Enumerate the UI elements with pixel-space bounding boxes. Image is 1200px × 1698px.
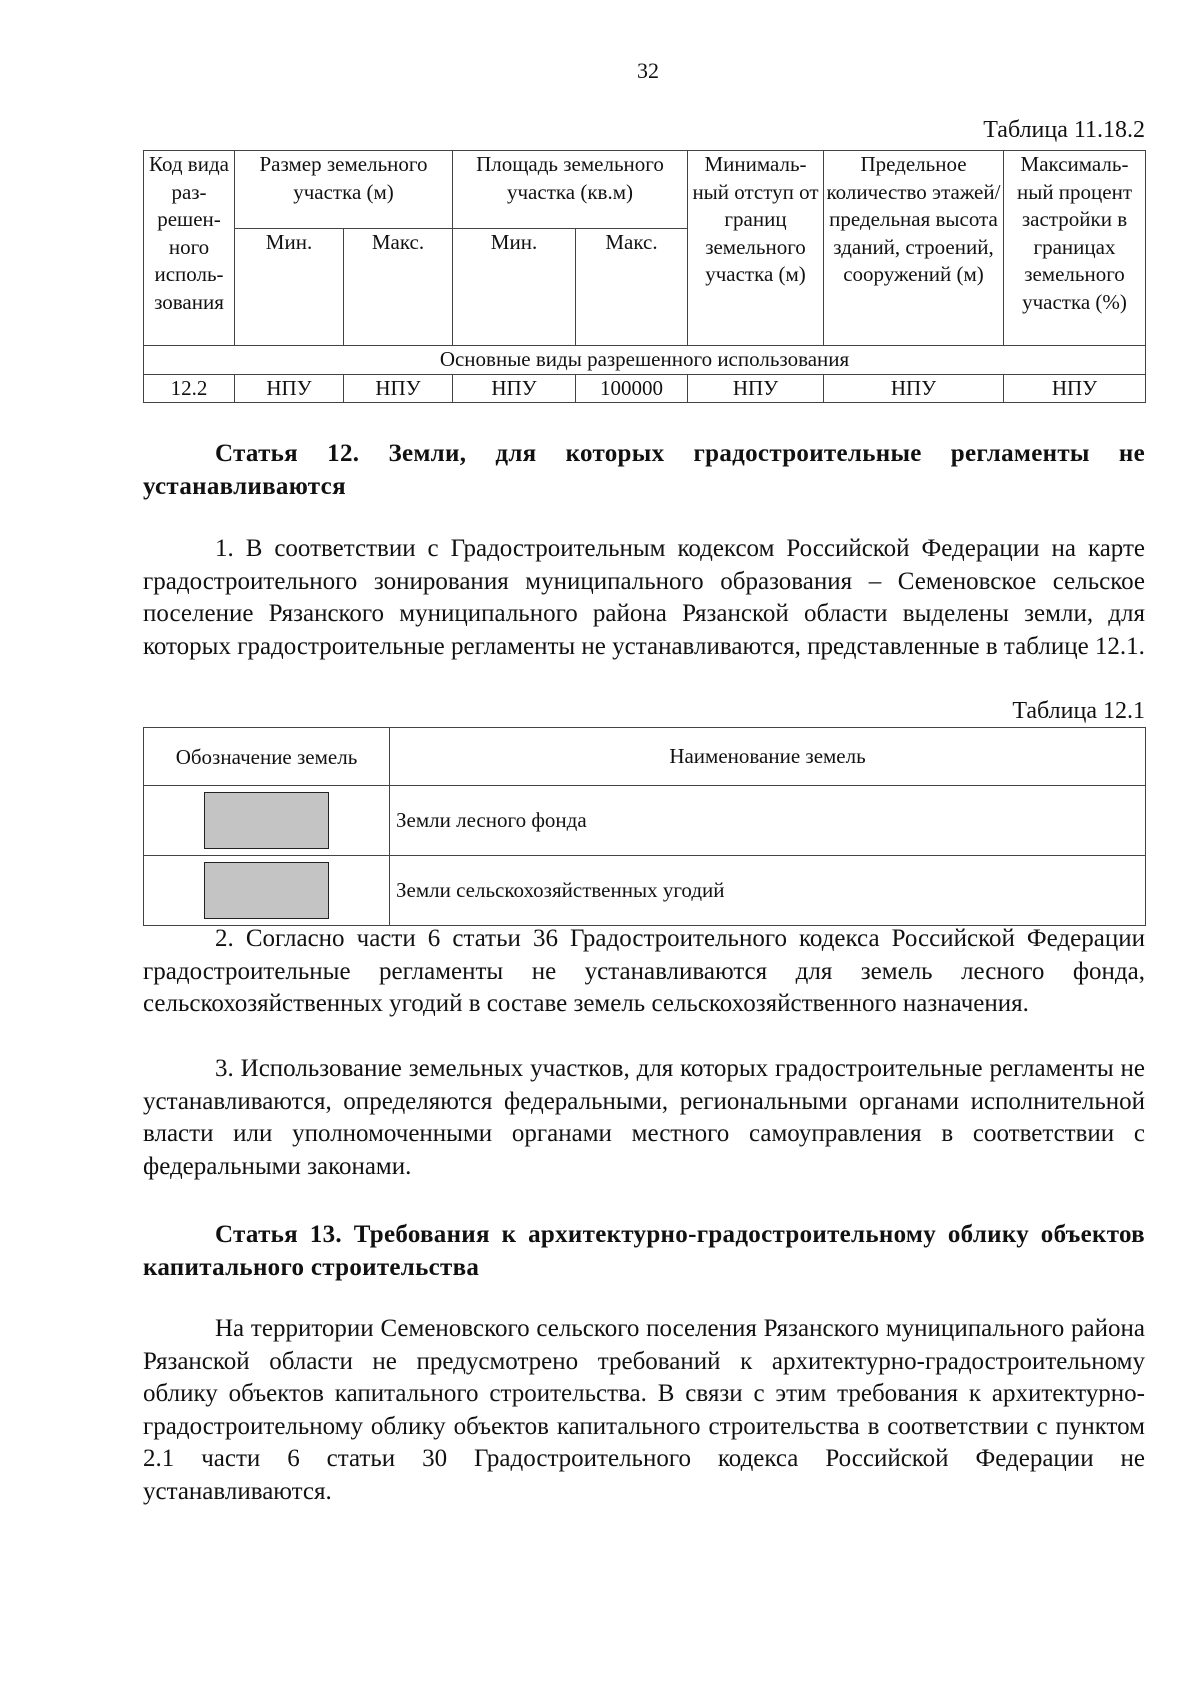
cell-area-min: НПУ (453, 374, 576, 403)
table-12-1 (143, 727, 1146, 926)
header-area-max: Макс. (576, 229, 688, 346)
article-12-paragraph-3: 3. Использование земельных участков, для которых градостроительные регламенты не устанавливаются, определяются федеральными, региональными органами исполнительной власти или уполномоченными органами местного самоуправления в соответствии с федеральными законами. (143, 1055, 1145, 1180)
cell-size-min: НПУ (235, 374, 344, 403)
table-11-18-2-caption: Таблица 11.18.2 (983, 117, 1145, 143)
header-coverage: Максималь-ный процент застройки в границах земельного участка (%) (1004, 151, 1146, 346)
land-name: Земли сельскохозяйственных угодий (390, 856, 1146, 926)
table-12-1-caption: Таблица 12.1 (1012, 698, 1145, 724)
header-floors: Предельное количество этажей/ предельная высота зданий, строений, сооружений (м) (824, 151, 1004, 346)
header-size: Размер земельного участка (м) (235, 151, 453, 229)
agricultural-land-swatch (204, 862, 329, 919)
header-size-min: Мин. (235, 229, 344, 346)
cell-code: 12.2 (144, 374, 235, 403)
cell-offset: НПУ (688, 374, 824, 403)
table-row (144, 856, 1146, 926)
header-area-min: Мин. (453, 229, 576, 346)
article-13-paragraph-1: На территории Семеновского сельского поселения Рязанского муниципального района Рязанской области не предусмотрено требований к архитектурно-градостроительному облику объектов капитального строительства. В связи с этим требования к архитектурно-градостроительному облику объектов капитального строительства в соответствии с пунктом 2.1 части 6 статьи 30 Градостроительного кодекса Российской Федерации не устанавливаются. (143, 1315, 1145, 1505)
section-title: Основные виды разрешенного использования (144, 346, 1146, 375)
header-size-max: Макс. (344, 229, 453, 346)
article-13-heading: Статья 13. Требования к архитектурно-градостроительному облику объектов капитального строительства (143, 1221, 1145, 1281)
cell-floors: НПУ (824, 374, 1004, 403)
page-number: 32 (637, 58, 659, 83)
article-12-paragraph-1: 1. В соответствии с Градостроительным кодексом Российской Федерации на карте градостроительного зонирования муниципального образования – Семеновское сельское поселение Рязанского муниципального района Рязанской области выделены земли, для которых градостроительные регламенты не устанавливаются, представленные в таблице 12.1. (143, 535, 1145, 660)
header-offset: Минималь-ный отступ от границ земельного участка (м) (688, 151, 824, 346)
land-name: Земли лесного фонда (390, 786, 1146, 856)
table-row (144, 374, 1146, 403)
cell-size-max: НПУ (344, 374, 453, 403)
article-12-paragraph-2: 2. Согласно части 6 статьи 36 Градостроительного кодекса Российской Федерации градостроительные регламенты не устанавливаются для земель лесного фонда, сельскохозяйственных угодий в составе земель сельскохозяйственного назначения. (143, 925, 1145, 1017)
cell-area-max: 100000 (576, 374, 688, 403)
table-11-18-2 (143, 150, 1146, 403)
cell-coverage: НПУ (1004, 374, 1146, 403)
header-code: Код вида раз-решен-ного исполь-зования (144, 151, 235, 346)
header-designation: Обозначение земель (144, 728, 390, 786)
article-12-heading: Статья 12. Земли, для которых градостроительные регламенты не устанавливаются (143, 440, 1145, 500)
header-area: Площадь земельного участка (кв.м) (453, 151, 688, 229)
header-land-name: Наименование земель (390, 728, 1146, 786)
forest-land-swatch (204, 792, 329, 849)
table-row (144, 786, 1146, 856)
